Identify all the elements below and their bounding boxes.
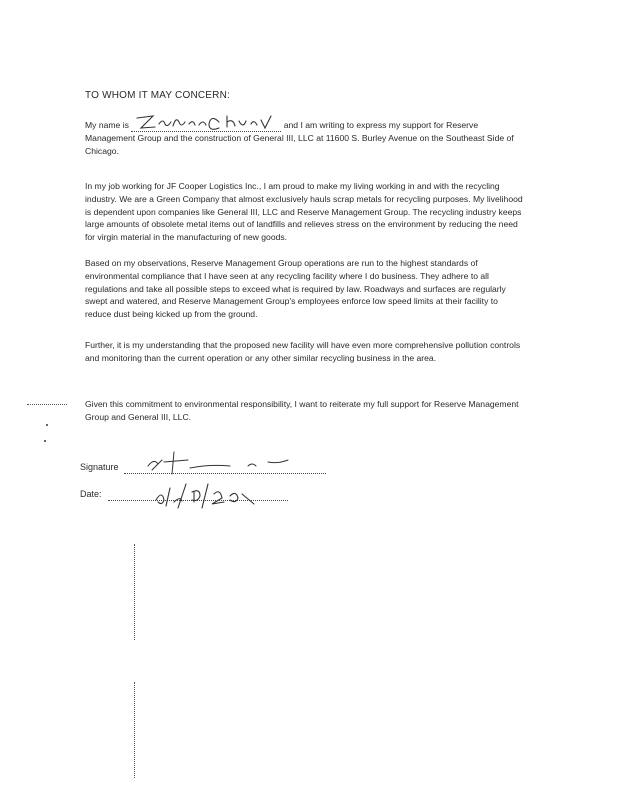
handwritten-name-field: [131, 120, 281, 132]
scan-speck: [44, 440, 46, 442]
scan-artifact-dots: [27, 404, 67, 405]
paragraph-observations: Based on my observations, Reserve Management Group operations are run to the highest standards of environmental compliance that I have seen at any recycling facility where I do business. They adhere to all regulations and take all possible steps to exceed what is required by law. Roadways and surfaces are regularly swept and watered, and Reserve Management Group's employees enforce low speed limits at their facility to reduce dust being kicked up from the ground.: [85, 258, 506, 320]
intro-prefix: My name is: [85, 120, 129, 130]
intro-suffix: and I am writing to express my support for Reserve Management Group and the construction of General III, LLC at 11600 S. Burley Avenue on the Southeast Side of Chicago.: [85, 120, 514, 156]
date-row: [80, 489, 102, 499]
handwritten-date-mark: [150, 478, 290, 512]
salutation: TO WHOM IT MAY CONCERN:: [85, 90, 230, 101]
date-label: Date:: [80, 489, 102, 499]
scan-speck: [46, 424, 48, 426]
paragraph-further: Further, it is my understanding that the proposed new facility will have even more comprehensive pollution controls and monitoring than the current operation or any other similar recycling business in the area.: [85, 340, 521, 363]
signature-label: Signature: [80, 462, 119, 472]
scan-artifact-line: [134, 682, 135, 778]
signature-mark: [128, 448, 328, 478]
paragraph-closing: Given this commitment to environmental responsibility, I want to reiterate my full support for Reserve Management Group and General III, LLC.: [85, 399, 519, 422]
scan-artifact-line: [134, 544, 135, 640]
signature-row: [80, 462, 119, 472]
handwritten-name-signature: [133, 112, 283, 132]
paragraph-job: In my job working for JF Cooper Logistics Inc., I am proud to make my living working in and with the recycling industry. We are a Green Company that almost exclusively hauls scrap metals for recycling purposes. My livelihood is dependent upon companies like General III, LLC and Reserve Management Group. The recycling industry keeps large amounts of obsolete metal items out of landfills and relieves stress on the environment by reducing the need for virgin material in the manufacturing of new goods.: [85, 181, 523, 243]
intro-paragraph: [85, 119, 525, 157]
